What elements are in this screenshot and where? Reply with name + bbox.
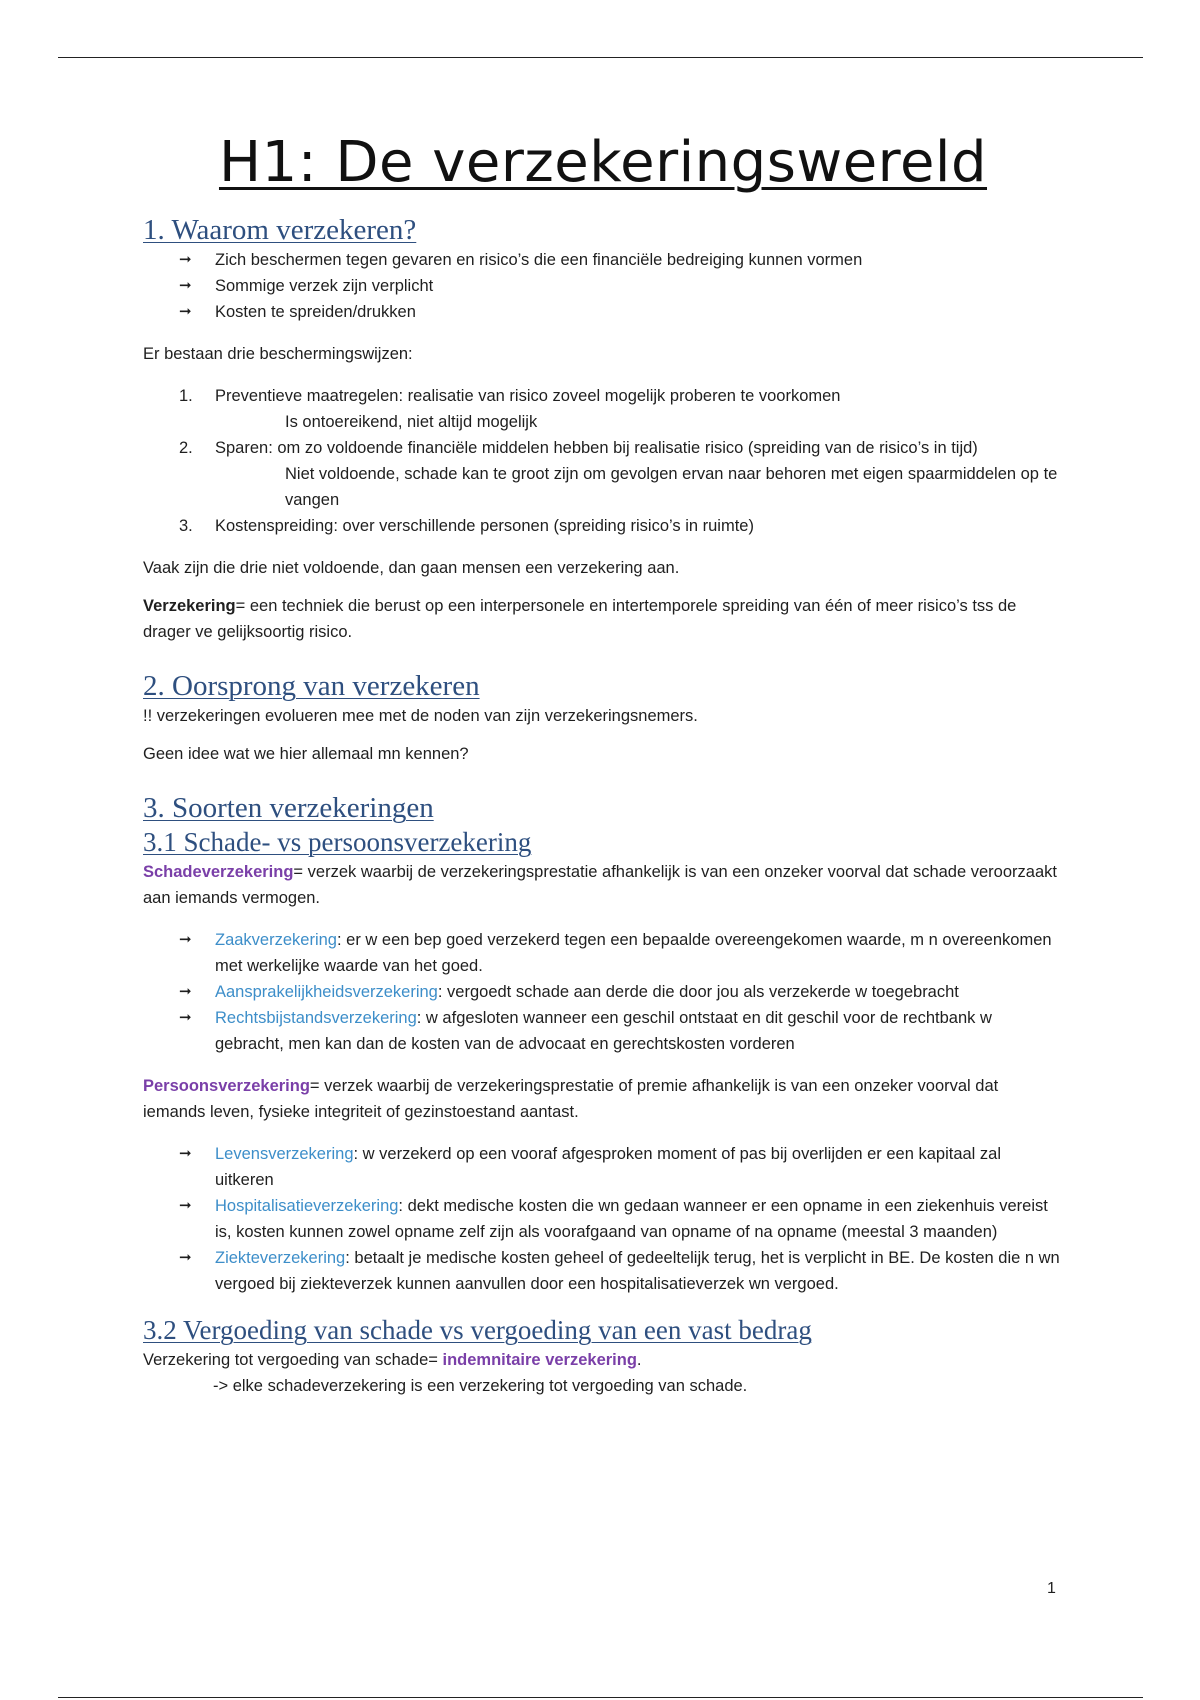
definition-verzekering: Verzekering= een techniek die berust op een interpersonele en intertemporele spreiding van één of meer risico’s tss de drager ve gelijksoortig risico. (143, 597, 1017, 641)
list-item-note: Is ontoereikend, niet altijd mogelijk (285, 413, 538, 431)
list-item-note: Niet voldoende, schade kan te groot zijn om gevolgen ervan naar behoren met eigen spaarmiddelen op te vangen (285, 465, 1058, 509)
arrow-right-icon: ➞ (179, 251, 192, 268)
paragraph: Vaak zijn die drie niet voldoende, dan gaan mensen een verzekering aan. (143, 559, 680, 577)
definition-persoonsverzekering: Persoonsverzekering= verzek waarbij de verzekeringsprestatie of premie afhankelijk is van een onzeker voorval dat iemands leven, fysieke integriteit of gezinstoestand aantast. (143, 1077, 999, 1121)
section-1-bullets (143, 247, 1063, 325)
paragraph: Geen idee wat we hier allemaal mn kennen? (143, 745, 469, 763)
bottom-rule (58, 1697, 1143, 1698)
arrow-right-icon: ➞ (179, 303, 192, 320)
protection-list (143, 383, 1063, 539)
section-3-1-heading: 3.1 Schade- vs persoonsverzekering (143, 827, 532, 857)
page-title: H1: De verzekeringswereld (218, 130, 988, 195)
list-item: ➞ Kosten te spreiden/drukken (143, 299, 1063, 325)
arrow-right-icon: ➞ (179, 1197, 192, 1214)
list-item: 3. Kostenspreiding: over verschillende personen (spreiding risico’s in ruimte) (179, 517, 754, 535)
list-item: ➞ Aansprakelijkheidsverzekering: vergoedt schade aan derde die door jou als verzekerde w toegebracht (143, 979, 1063, 1005)
schade-list (143, 927, 1063, 1057)
page-number: 1 (1047, 1580, 1056, 1597)
note: -> elke schadeverzekering is een verzekering tot vergoeding van schade. (213, 1377, 748, 1395)
list-item: ➞ Ziekteverzekering: betaalt je medische kosten geheel of gedeeltelijk terug, het is verplicht in BE. De kosten die n wn vergoed bij ziekteverzek kunnen aanvullen door een hospitalisatieverzek wn vergoed. (143, 1245, 1063, 1297)
list-item: ➞ Levensverzekering: w verzekerd op een vooraf afgesproken moment of pas bij overlijden er een kapitaal zal uitkeren (143, 1141, 1063, 1193)
arrow-right-icon: ➞ (179, 983, 192, 1000)
list-item: 2. Sparen: om zo voldoende financiële middelen hebben bij realisatie risico (spreiding van de risico’s in tijd) (179, 439, 978, 457)
definition-indemnitaire: Verzekering tot vergoeding van schade= indemnitaire verzekering. (143, 1351, 642, 1369)
list-item: ➞ Hospitalisatieverzekering: dekt medische kosten die wn gedaan wanneer er een opname in een ziekenhuis vereist is, kosten kunnen zowel opname zelf zijn als voorafgaand van opname of na opname (meestal 3 maanden) (143, 1193, 1063, 1245)
persoon-list (143, 1141, 1063, 1297)
section-3-2-heading: 3.2 Vergoeding van schade vs vergoeding van een vast bedrag (143, 1315, 812, 1345)
list-item: 1. Preventieve maatregelen: realisatie van risico zoveel mogelijk proberen te voorkomen (179, 387, 841, 405)
protection-intro: Er bestaan drie beschermingswijzen: (143, 345, 413, 363)
arrow-right-icon: ➞ (179, 1145, 192, 1162)
section-2-heading: 2. Oorsprong van verzekeren (143, 670, 480, 702)
section-3-heading: 3. Soorten verzekeringen (143, 792, 434, 824)
list-item: ➞ Zich beschermen tegen gevaren en risico’s die een financiële bedreiging kunnen vormen (143, 247, 1063, 273)
arrow-right-icon: ➞ (179, 277, 192, 294)
document-body (143, 130, 1063, 1399)
list-item: ➞ Sommige verzek zijn verplicht (143, 273, 1063, 299)
list-item: ➞ Zaakverzekering: er w een bep goed verzekerd tegen een bepaalde overeengekomen waarde, m n overeenkomen met werkelijke waarde van het goed. (143, 927, 1063, 979)
arrow-right-icon: ➞ (179, 931, 192, 948)
section-1-heading: 1. Waarom verzekeren? (143, 214, 417, 246)
arrow-right-icon: ➞ (179, 1249, 192, 1266)
list-item: ➞ Rechtsbijstandsverzekering: w afgesloten wanneer een geschil ontstaat en dit geschil voor de rechtbank w gebracht, men kan dan de kosten van de advocaat en gerechtskosten vorderen (143, 1005, 1063, 1057)
arrow-right-icon: ➞ (179, 1009, 192, 1026)
top-rule (58, 57, 1143, 58)
definition-schadeverzekering: Schadeverzekering= verzek waarbij de verzekeringsprestatie afhankelijk is van een onzeker voorval dat schade veroorzaakt aan iemands vermogen. (143, 863, 1057, 907)
paragraph: !! verzekeringen evolueren mee met de noden van zijn verzekeringsnemers. (143, 707, 698, 725)
